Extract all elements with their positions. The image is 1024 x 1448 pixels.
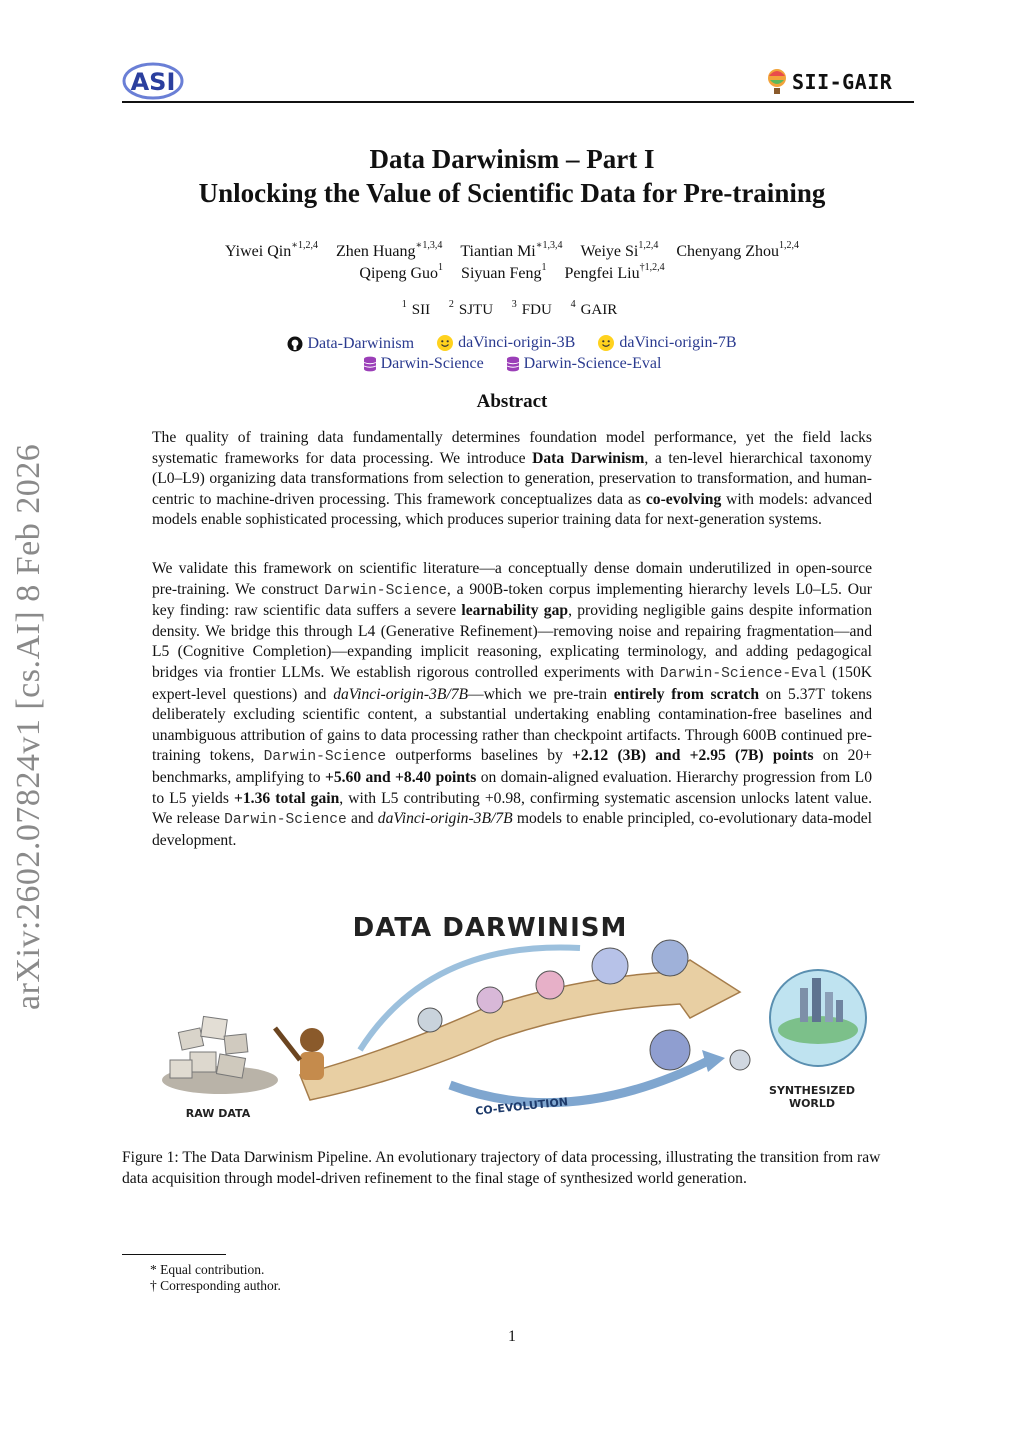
footnote-equal-contribution: * Equal contribution. xyxy=(150,1262,265,1277)
balloon-icon xyxy=(766,68,788,96)
authors-row-2 xyxy=(122,262,902,283)
raw-data-pile xyxy=(162,1016,278,1094)
author: Weiye Si$^{1,2,4}$ xyxy=(580,240,659,260)
author: Zhen Huang$^{∗1,3,4}$ xyxy=(336,240,443,260)
huggingface-icon xyxy=(597,334,615,352)
affiliation: $^2$ SJTU xyxy=(448,299,494,318)
figure-heading: DATA DARWINISM xyxy=(352,913,628,943)
author: Siyuan Feng$^1$ xyxy=(461,262,547,282)
arxiv-stamp: arXiv:2602.07824v1 [cs.AI] 8 Feb 2026 xyxy=(10,443,47,1010)
abstract-heading: Abstract xyxy=(476,391,548,412)
database-icon xyxy=(363,356,377,372)
author: Yiwei Qin$^{∗1,2,4}$ xyxy=(224,240,318,260)
affiliation: $^1$ SII xyxy=(401,299,431,318)
affiliation: $^3$ FDU xyxy=(511,299,552,318)
database-icon xyxy=(506,356,520,372)
authors-row-1 xyxy=(122,240,902,261)
affiliations xyxy=(122,299,902,319)
asi-logo xyxy=(122,60,184,100)
figure-caption: Figure 1: The Data Darwinism Pipeline. An evolutionary trajectory of data processing, illustrating the transition from raw data acquisition through model-driven refinement to the final stage of synthesized world generation. xyxy=(122,1149,881,1187)
author: Chenyang Zhou$^{1,2,4}$ xyxy=(676,240,800,260)
sii-gair-logo xyxy=(766,66,892,98)
synthesized-world-globe xyxy=(770,970,866,1066)
header-rule xyxy=(122,101,914,103)
affiliation: $^4$ GAIR xyxy=(570,299,618,318)
links-row-1 xyxy=(122,334,902,357)
dataset-link-darwin-science[interactable]: Darwin-Science xyxy=(363,355,484,373)
github-link[interactable]: Data-Darwinism xyxy=(287,335,414,353)
dataset-link-darwin-science-eval[interactable]: Darwin-Science-Eval xyxy=(506,355,662,373)
label-raw-data: RAW DATA xyxy=(185,1107,251,1120)
title-line-2: Unlocking the Value of Scientific Data for Pre-training xyxy=(198,178,826,208)
github-icon xyxy=(287,336,303,352)
title-line-1: Data Darwinism – Part I xyxy=(369,144,655,174)
asi-logo-text: ASI xyxy=(130,68,176,96)
label-world: WORLD xyxy=(788,1097,836,1110)
abstract-paragraph-1: The quality of training data fundamentally determines foundation model performance, yet the field lacks systematic frameworks for data processing. We introduce Data Darwinism, a ten-level hierarchical taxonomy (L0–L9) organizing data transformations from selection to generation, preservation to transformation, and human-centric to machine-driven processing. This framework conceptualizes data as co-evolving with models: advanced models enable sophisticated processing, which produces superior training data for next-generation systems. xyxy=(152,429,872,529)
paper-title xyxy=(122,142,902,210)
author: Qipeng Guo$^1$ xyxy=(359,262,444,282)
abstract-paragraph-2: We validate this framework on scientific literature—a conceptually dense domain underutilized in open-source pre-training. We construct Darwin-Science, a 900B-token corpus implementing hierarchy levels L0–L5. Our key finding: raw scientific data suffers a severe learnability gap, providing negligible gains despite information density. We bridge this through L4 (Generative Refinement)—removing noise and repairing fragmentation—and L5 (Cognitive Completion)—expanding implicit reasoning, explicating terminology, and adding pedagogical bridges via frontier LLMs. We establish rigorous controlled experiments with Darwin-Science-Eval (150K expert-level questions) and daVinci-origin-3B/7B—which we pre-train entirely from scratch on 5.37T tokens deliberately excluding scientific content, a substantial undertaking enabling contamination-free baselines and unambiguous attribution of gains to data processing rather than checkpoint artifacts. Through 600B continued pre-training tokens, Darwin-Science outperforms baselines by +2.12 (3B) and +2.95 (7B) points on 20+ benchmarks, amplifying to +5.60 and +8.40 points on domain-aligned evaluation. Hierarchy progression from L0 to L5 yields +1.36 total gain, with L5 contributing +0.98, confirming systematic ascension unlocks latent value. We release Darwin-Science and daVinci-origin-3B/7B models to enable principled, co-evolutionary data-model development. xyxy=(152,560,873,849)
huggingface-icon xyxy=(436,334,454,352)
figure-data-darwinism xyxy=(150,900,870,1130)
hf-link-7b[interactable]: daVinci-origin-7B xyxy=(597,334,736,352)
footnote-rule xyxy=(122,1254,226,1255)
hf-link-3b[interactable]: daVinci-origin-3B xyxy=(436,334,575,352)
author: Tiantian $Mi^{∗1,3,4}$ xyxy=(460,240,563,260)
footnote-corresponding-author: † Corresponding author. xyxy=(150,1278,281,1293)
author: Pengfei Liu$^{\dagger 1,2,4}$ xyxy=(564,262,665,282)
label-co-evolution: CO-EVOLUTION xyxy=(474,1095,569,1118)
sii-gair-text: SII-GAIR xyxy=(792,70,893,94)
caveman-figure xyxy=(275,1028,324,1080)
page-number: 1 xyxy=(508,1328,516,1345)
label-synthesized: SYNTHESIZED xyxy=(769,1084,855,1097)
links-row-2 xyxy=(122,355,902,377)
